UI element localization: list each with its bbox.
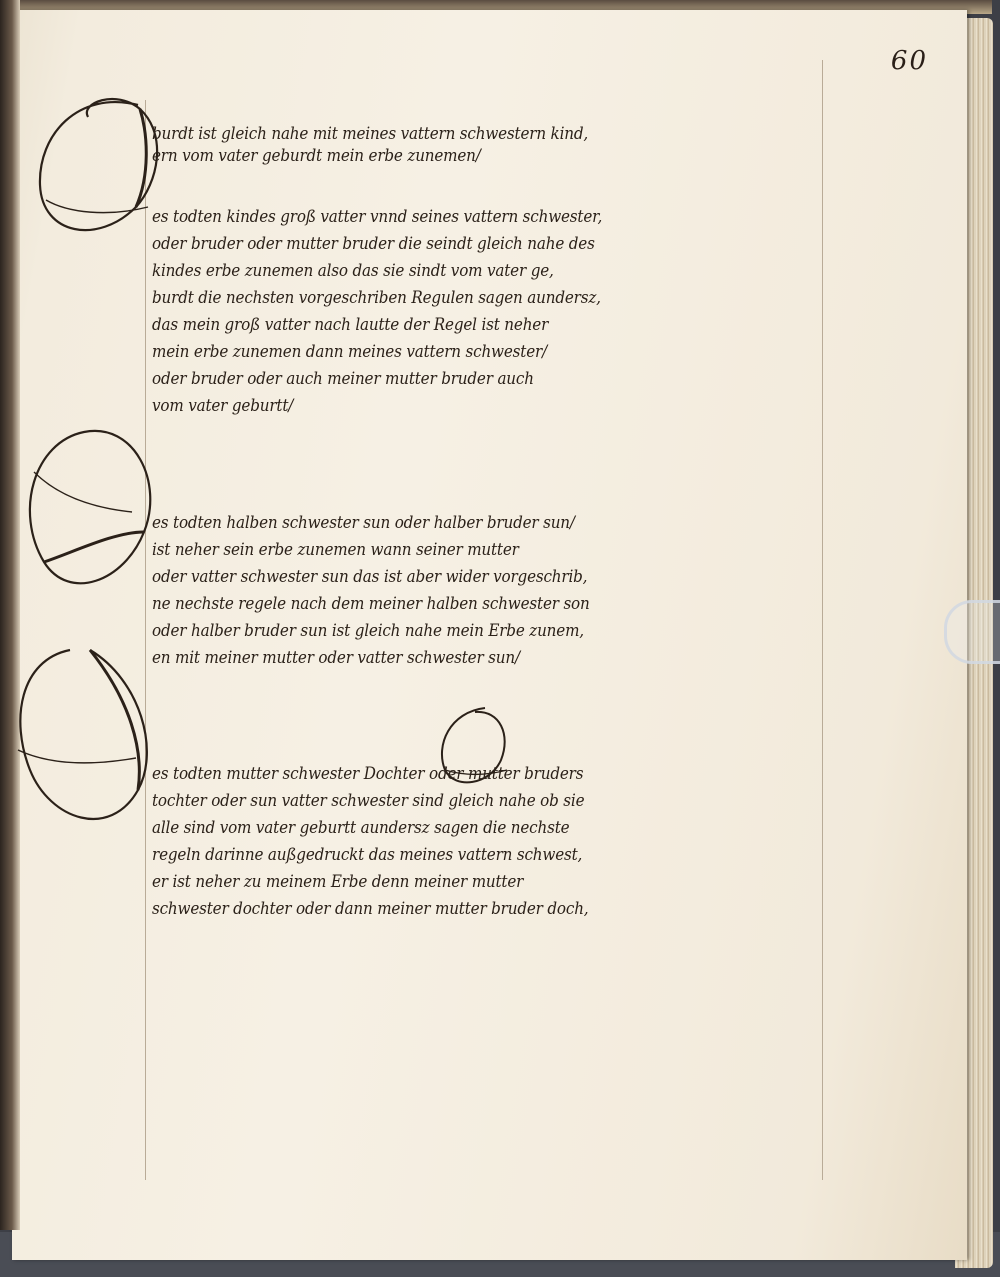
text-line: es todten halben schwester sun oder halber bruder sun/ bbox=[152, 513, 575, 532]
initial-d-icon bbox=[14, 412, 174, 602]
text-line: ern vom vater geburdt mein erbe zunemen/ bbox=[152, 146, 481, 165]
text-line: oder bruder oder mutter bruder die seindt gleich nahe des bbox=[152, 234, 595, 253]
text-line: oder halber bruder sun ist gleich nahe mein Erbe zunem, bbox=[152, 621, 584, 640]
folio-number: 60 bbox=[890, 46, 928, 76]
right-margin-ruling bbox=[822, 60, 823, 1180]
text-line: es todten kindes groß vatter vnnd seines vattern schwester, bbox=[152, 207, 603, 226]
text-line: ne nechste regele nach dem meiner halben schwester son bbox=[152, 594, 590, 613]
text-line: er ist neher zu meinem Erbe denn meiner mutter bbox=[152, 872, 524, 891]
text-line: oder vatter schwester sun das ist aber wider vorgeschrib, bbox=[152, 567, 588, 586]
text-line: vom vater geburtt/ bbox=[152, 396, 294, 415]
text-line: kindes erbe zunemen also das sie sindt vom vater ge, bbox=[152, 261, 554, 280]
text-line: en mit meiner mutter oder vatter schwester sun/ bbox=[152, 648, 520, 667]
initial-d-icon bbox=[18, 95, 168, 255]
text-line: tochter oder sun vatter schwester sind gleich nahe ob sie bbox=[152, 791, 585, 810]
text-line: ist neher sein erbe zunemen wann seiner mutter bbox=[152, 540, 519, 559]
book-binding bbox=[0, 0, 20, 1230]
text-line: burdt die nechsten vorgeschriben Regulen sagen aundersz, bbox=[152, 288, 601, 307]
text-line: regeln darinne außgedruckt das meines vattern schwest, bbox=[152, 845, 583, 864]
text-line: es todten mutter schwester Dochter oder mutter bruders bbox=[152, 764, 584, 783]
text-line: burdt ist gleich nahe mit meines vattern schwestern kind, bbox=[152, 124, 589, 143]
page-clip bbox=[944, 600, 1000, 664]
text-line: oder bruder oder auch meiner mutter bruder auch bbox=[152, 369, 534, 388]
text-line: schwester dochter oder dann meiner mutter bruder doch, bbox=[152, 899, 589, 918]
text-line: das mein groß vatter nach lautte der Regel ist neher bbox=[152, 315, 549, 334]
text-line: alle sind vom vater geburtt aundersz sagen die nechste bbox=[152, 818, 570, 837]
initial-d-icon bbox=[10, 640, 160, 850]
text-line: mein erbe zunemen dann meines vattern schwester/ bbox=[152, 342, 547, 361]
